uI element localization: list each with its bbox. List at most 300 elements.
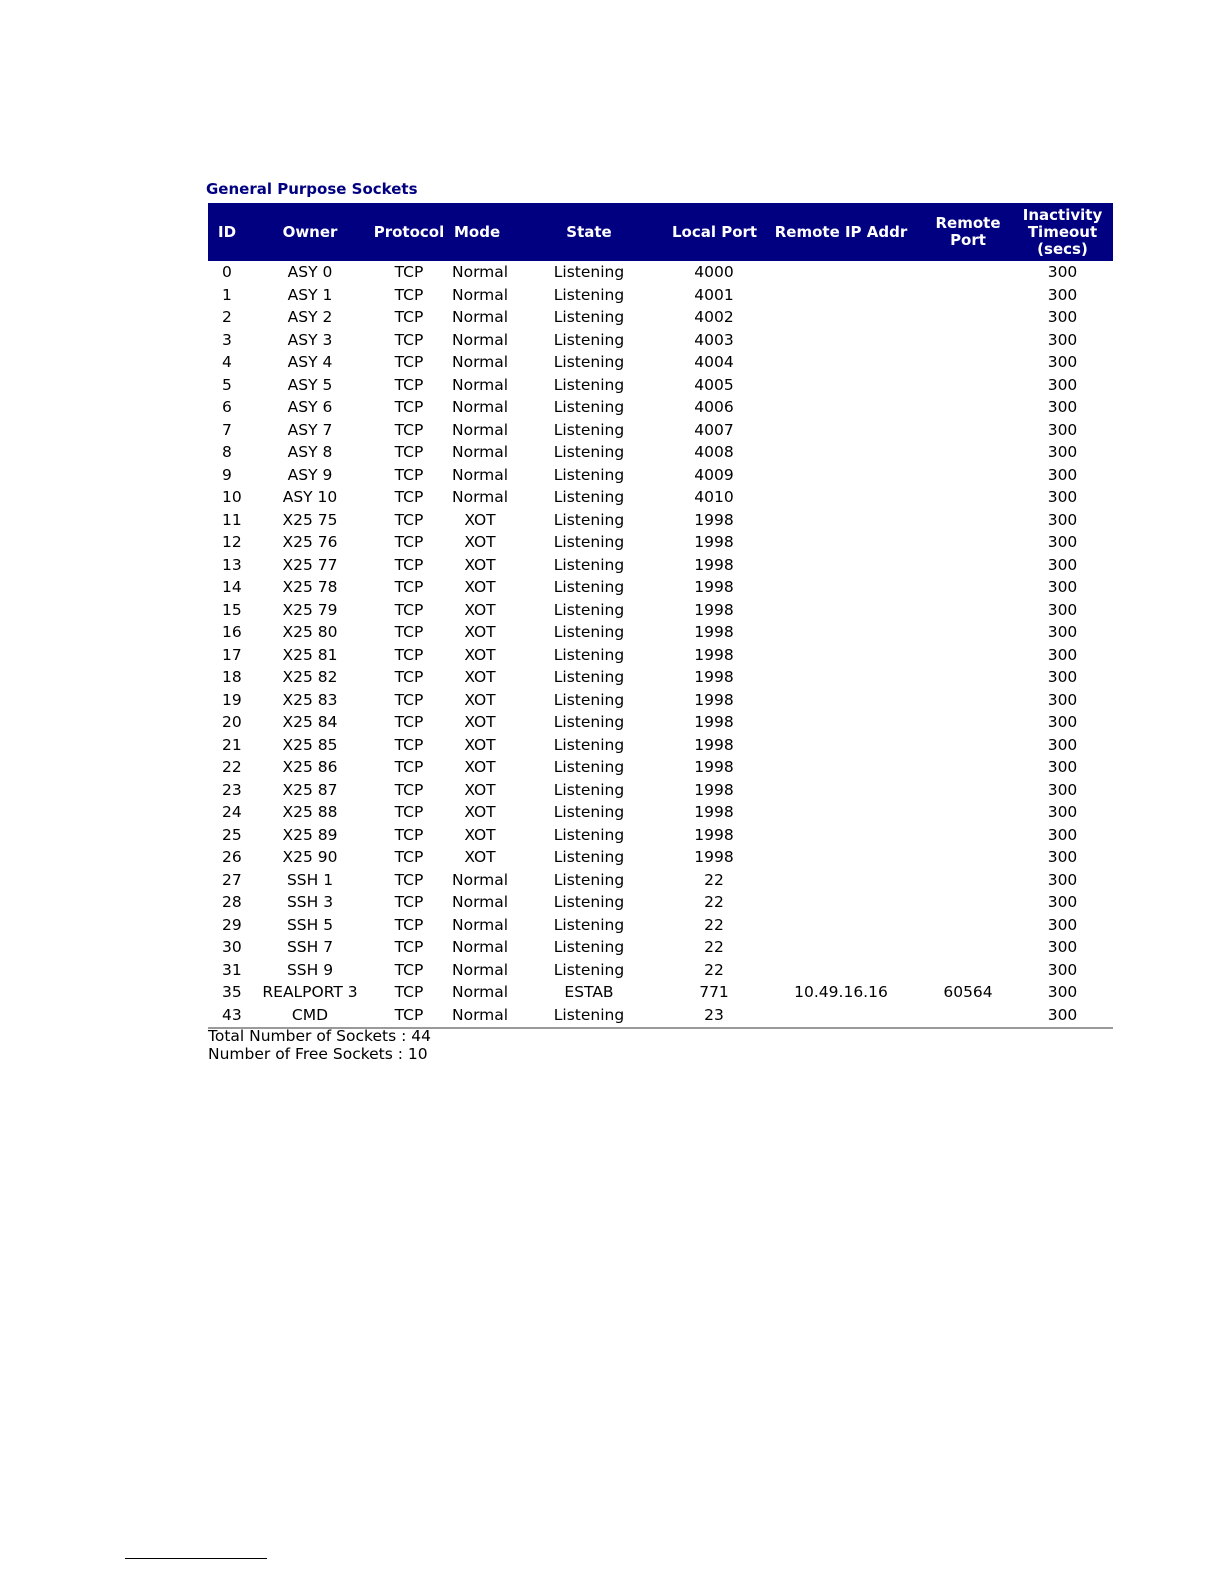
cell-state: Listening — [553, 555, 625, 574]
cell-mode: Normal — [452, 398, 509, 417]
cell-mode: Normal — [452, 465, 509, 484]
cell-timeout: 300 — [1047, 330, 1078, 349]
table-row — [208, 959, 1113, 982]
cell-mode: Normal — [452, 420, 509, 439]
cell-remote-port — [924, 891, 1012, 914]
cell-id: 10 — [222, 488, 242, 507]
cell-remote-port — [924, 374, 1012, 397]
header-timeout — [1012, 203, 1113, 261]
table-row — [208, 441, 1113, 464]
cell-timeout: 300 — [1047, 780, 1078, 799]
cell-protocol: TCP — [394, 938, 424, 957]
cell-remote-ip — [758, 486, 924, 509]
cell-protocol: TCP — [394, 848, 424, 867]
cell-id: 28 — [222, 893, 242, 912]
cell-id: 7 — [222, 420, 232, 439]
cell-local-port: 4005 — [694, 375, 734, 394]
cell-remote-port — [924, 486, 1012, 509]
cell-timeout: 300 — [1047, 285, 1078, 304]
cell-remote-port — [924, 329, 1012, 352]
cell-local-port: 4006 — [694, 398, 734, 417]
cell-id: 35 — [222, 983, 242, 1002]
table-row — [208, 261, 1113, 284]
cell-owner: ASY 3 — [287, 330, 333, 349]
cell-remote-ip — [758, 801, 924, 824]
table-row — [208, 329, 1113, 352]
cell-owner: ASY 4 — [287, 353, 333, 372]
cell-local-port: 4007 — [694, 420, 734, 439]
cell-mode: XOT — [464, 555, 496, 574]
cell-timeout: 300 — [1047, 420, 1078, 439]
cell-protocol: TCP — [394, 1005, 424, 1024]
cell-remote-ip — [758, 891, 924, 914]
cell-timeout: 300 — [1047, 623, 1078, 642]
table-row — [208, 1004, 1113, 1029]
cell-remote-ip — [758, 666, 924, 689]
cell-state: Listening — [553, 1005, 625, 1024]
cell-remote-port: 60564 — [943, 983, 993, 1002]
cell-protocol: TCP — [394, 713, 424, 732]
cell-remote-ip — [758, 869, 924, 892]
cell-local-port: 1998 — [694, 780, 734, 799]
cell-mode: XOT — [464, 645, 496, 664]
cell-protocol: TCP — [394, 578, 424, 597]
cell-owner: REALPORT 3 — [262, 983, 358, 1002]
cell-id: 20 — [222, 713, 242, 732]
cell-timeout: 300 — [1047, 960, 1078, 979]
cell-timeout: 300 — [1047, 803, 1078, 822]
cell-protocol: TCP — [394, 915, 424, 934]
table-row — [208, 689, 1113, 712]
cell-owner: X25 83 — [282, 690, 338, 709]
cell-local-port: 1998 — [694, 645, 734, 664]
cell-remote-port — [924, 914, 1012, 937]
table-row — [208, 779, 1113, 802]
cell-owner: SSH 1 — [286, 870, 334, 889]
cell-local-port: 22 — [704, 938, 724, 957]
cell-remote-ip — [758, 756, 924, 779]
cell-mode: XOT — [464, 735, 496, 754]
cell-timeout: 300 — [1047, 758, 1078, 777]
table-row — [208, 824, 1113, 847]
header-remote-port-line2: Port — [950, 231, 986, 249]
cell-owner: ASY 6 — [287, 398, 333, 417]
cell-state: Listening — [553, 353, 625, 372]
cell-remote-ip — [758, 374, 924, 397]
cell-remote-port — [924, 621, 1012, 644]
cell-mode: XOT — [464, 780, 496, 799]
summary — [208, 1027, 431, 1063]
cell-timeout: 300 — [1047, 533, 1078, 552]
cell-id: 0 — [222, 263, 232, 282]
cell-remote-ip — [758, 306, 924, 329]
cell-id: 22 — [222, 758, 242, 777]
cell-mode: Normal — [452, 330, 509, 349]
cell-protocol: TCP — [394, 443, 424, 462]
cell-id: 30 — [222, 938, 242, 957]
cell-protocol: TCP — [394, 330, 424, 349]
cell-local-port: 1998 — [694, 510, 734, 529]
cell-state: Listening — [553, 713, 625, 732]
cell-owner: ASY 0 — [287, 263, 333, 282]
header-state: State — [566, 222, 612, 241]
section-title: General Purpose Sockets — [206, 180, 418, 198]
cell-timeout: 300 — [1047, 645, 1078, 664]
cell-owner: X25 89 — [282, 825, 338, 844]
header-remote-ip: Remote IP Addr — [774, 222, 908, 241]
cell-remote-port — [924, 351, 1012, 374]
header-remote-port — [924, 203, 1012, 261]
cell-timeout: 300 — [1047, 1005, 1078, 1024]
cell-remote-ip — [758, 689, 924, 712]
cell-protocol: TCP — [394, 465, 424, 484]
cell-state: Listening — [553, 960, 625, 979]
cell-state: Listening — [553, 623, 625, 642]
cell-state: Listening — [553, 668, 625, 687]
cell-state: Listening — [553, 443, 625, 462]
cell-local-port: 4002 — [694, 308, 734, 327]
cell-owner: X25 87 — [282, 780, 338, 799]
cell-protocol: TCP — [394, 870, 424, 889]
cell-timeout: 300 — [1047, 353, 1078, 372]
cell-protocol: TCP — [394, 308, 424, 327]
table-row — [208, 306, 1113, 329]
cell-id: 6 — [222, 398, 232, 417]
cell-remote-port — [924, 936, 1012, 959]
cell-protocol: TCP — [394, 420, 424, 439]
cell-protocol: TCP — [394, 398, 424, 417]
cell-local-port: 4003 — [694, 330, 734, 349]
cell-protocol: TCP — [394, 758, 424, 777]
cell-remote-port — [924, 464, 1012, 487]
cell-timeout: 300 — [1047, 938, 1078, 957]
cell-owner: SSH 7 — [286, 938, 334, 957]
cell-protocol: TCP — [394, 510, 424, 529]
sockets-table — [208, 203, 1113, 1029]
table-row — [208, 599, 1113, 622]
cell-mode: Normal — [452, 443, 509, 462]
cell-remote-ip — [758, 351, 924, 374]
cell-remote-ip — [758, 576, 924, 599]
header-owner: Owner — [282, 222, 338, 241]
cell-id: 18 — [222, 668, 242, 687]
cell-remote-ip — [758, 554, 924, 577]
cell-id: 29 — [222, 915, 242, 934]
cell-state: Listening — [553, 375, 625, 394]
table-row — [208, 621, 1113, 644]
cell-owner: ASY 1 — [287, 285, 333, 304]
cell-state: Listening — [553, 870, 625, 889]
cell-timeout: 300 — [1047, 690, 1078, 709]
cell-id: 9 — [222, 465, 232, 484]
header-remote-port-line1: Remote — [935, 214, 1001, 232]
cell-mode: XOT — [464, 803, 496, 822]
cell-mode: Normal — [452, 353, 509, 372]
cell-remote-port — [924, 801, 1012, 824]
cell-state: Listening — [553, 533, 625, 552]
cell-remote-port — [924, 396, 1012, 419]
cell-mode: Normal — [452, 1005, 509, 1024]
table-row — [208, 644, 1113, 667]
cell-remote-ip — [758, 509, 924, 532]
header-mode: Mode — [454, 222, 501, 241]
table-body — [208, 261, 1113, 1028]
cell-state: Listening — [553, 285, 625, 304]
cell-state: ESTAB — [564, 983, 614, 1002]
cell-local-port: 4004 — [694, 353, 734, 372]
table-row — [208, 756, 1113, 779]
cell-remote-port — [924, 419, 1012, 442]
table-row — [208, 509, 1113, 532]
cell-protocol: TCP — [394, 600, 424, 619]
cell-protocol: TCP — [394, 623, 424, 642]
cell-local-port: 22 — [704, 893, 724, 912]
cell-remote-ip — [758, 284, 924, 307]
cell-protocol: TCP — [394, 983, 424, 1002]
cell-local-port: 22 — [704, 870, 724, 889]
cell-protocol: TCP — [394, 353, 424, 372]
cell-state: Listening — [553, 600, 625, 619]
cell-protocol: TCP — [394, 893, 424, 912]
cell-remote-port — [924, 756, 1012, 779]
cell-remote-port — [924, 666, 1012, 689]
cell-local-port: 23 — [704, 1005, 724, 1024]
cell-owner: X25 81 — [282, 645, 338, 664]
cell-protocol: TCP — [394, 690, 424, 709]
table-row — [208, 846, 1113, 869]
cell-owner: ASY 5 — [287, 375, 333, 394]
cell-remote-ip — [758, 644, 924, 667]
cell-local-port: 4009 — [694, 465, 734, 484]
cell-id: 17 — [222, 645, 242, 664]
cell-timeout: 300 — [1047, 735, 1078, 754]
cell-id: 11 — [222, 510, 242, 529]
cell-remote-ip — [758, 936, 924, 959]
table-row — [208, 531, 1113, 554]
cell-timeout: 300 — [1047, 848, 1078, 867]
free-sockets: Number of Free Sockets : 10 — [208, 1045, 428, 1063]
table-row — [208, 396, 1113, 419]
table-row — [208, 374, 1113, 397]
cell-state: Listening — [553, 735, 625, 754]
cell-mode: Normal — [452, 285, 509, 304]
table-row — [208, 419, 1113, 442]
cell-mode: XOT — [464, 758, 496, 777]
cell-id: 19 — [222, 690, 242, 709]
cell-mode: XOT — [464, 533, 496, 552]
cell-mode: Normal — [452, 983, 509, 1002]
cell-protocol: TCP — [394, 555, 424, 574]
cell-mode: Normal — [452, 375, 509, 394]
cell-timeout: 300 — [1047, 510, 1078, 529]
cell-remote-port — [924, 869, 1012, 892]
cell-protocol: TCP — [394, 285, 424, 304]
cell-state: Listening — [553, 803, 625, 822]
cell-timeout: 300 — [1047, 825, 1078, 844]
cell-state: Listening — [553, 398, 625, 417]
cell-local-port: 1998 — [694, 578, 734, 597]
cell-state: Listening — [553, 488, 625, 507]
cell-owner: CMD — [291, 1005, 329, 1024]
table-header-row — [208, 203, 1113, 261]
cell-timeout: 300 — [1047, 375, 1078, 394]
table-row — [208, 869, 1113, 892]
cell-remote-ip: 10.49.16.16 — [794, 983, 888, 1002]
cell-remote-ip — [758, 734, 924, 757]
cell-local-port: 1998 — [694, 555, 734, 574]
cell-protocol: TCP — [394, 533, 424, 552]
cell-mode: Normal — [452, 893, 509, 912]
cell-id: 43 — [222, 1005, 242, 1024]
cell-mode: XOT — [464, 510, 496, 529]
cell-owner: X25 80 — [282, 623, 338, 642]
cell-timeout: 300 — [1047, 870, 1078, 889]
cell-remote-port — [924, 554, 1012, 577]
table-row — [208, 351, 1113, 374]
cell-id: 24 — [222, 803, 242, 822]
cell-mode: Normal — [452, 308, 509, 327]
cell-timeout: 300 — [1047, 488, 1078, 507]
header-timeout-line2: Timeout — [1027, 222, 1098, 241]
table-row — [208, 666, 1113, 689]
cell-protocol: TCP — [394, 960, 424, 979]
cell-protocol: TCP — [394, 735, 424, 754]
table-row — [208, 914, 1113, 937]
cell-remote-ip — [758, 711, 924, 734]
cell-protocol: TCP — [394, 488, 424, 507]
cell-remote-port — [924, 599, 1012, 622]
cell-protocol: TCP — [394, 825, 424, 844]
cell-protocol: TCP — [394, 375, 424, 394]
cell-id: 14 — [222, 578, 242, 597]
cell-local-port: 1998 — [694, 690, 734, 709]
cell-remote-ip — [758, 824, 924, 847]
cell-mode: Normal — [452, 915, 509, 934]
cell-owner: X25 78 — [282, 578, 338, 597]
cell-timeout: 300 — [1047, 263, 1078, 282]
cell-owner: X25 88 — [282, 803, 338, 822]
cell-remote-port — [924, 824, 1012, 847]
table-row — [208, 554, 1113, 577]
cell-mode: Normal — [452, 263, 509, 282]
cell-remote-port — [924, 959, 1012, 982]
cell-owner: SSH 5 — [286, 915, 334, 934]
cell-mode: Normal — [452, 960, 509, 979]
cell-remote-ip — [758, 396, 924, 419]
cell-state: Listening — [553, 510, 625, 529]
cell-remote-port — [924, 261, 1012, 284]
cell-state: Listening — [553, 690, 625, 709]
header-protocol: Protocol — [373, 222, 445, 241]
cell-owner: SSH 3 — [286, 893, 334, 912]
cell-owner: X25 84 — [282, 713, 338, 732]
cell-local-port: 4010 — [694, 488, 734, 507]
cell-remote-port — [924, 779, 1012, 802]
cell-remote-port — [924, 711, 1012, 734]
cell-state: Listening — [553, 263, 625, 282]
cell-protocol: TCP — [394, 263, 424, 282]
cell-local-port: 771 — [699, 983, 729, 1002]
cell-timeout: 300 — [1047, 915, 1078, 934]
cell-remote-port — [924, 306, 1012, 329]
cell-protocol: TCP — [394, 780, 424, 799]
cell-timeout: 300 — [1047, 578, 1078, 597]
cell-state: Listening — [553, 825, 625, 844]
cell-timeout: 300 — [1047, 983, 1078, 1002]
cell-owner: X25 85 — [282, 735, 338, 754]
table-row — [208, 891, 1113, 914]
cell-local-port: 4001 — [694, 285, 734, 304]
cell-id: 3 — [222, 330, 232, 349]
cell-id: 23 — [222, 780, 242, 799]
cell-state: Listening — [553, 915, 625, 934]
cell-state: Listening — [553, 645, 625, 664]
cell-owner: X25 76 — [282, 533, 338, 552]
cell-local-port: 1998 — [694, 623, 734, 642]
cell-id: 1 — [222, 285, 232, 304]
cell-timeout: 300 — [1047, 555, 1078, 574]
cell-remote-ip — [758, 441, 924, 464]
cell-local-port: 4008 — [694, 443, 734, 462]
cell-remote-ip — [758, 419, 924, 442]
cell-mode: XOT — [464, 668, 496, 687]
cell-id: 12 — [222, 533, 242, 552]
cell-id: 27 — [222, 870, 242, 889]
cell-remote-port — [924, 509, 1012, 532]
cell-id: 2 — [222, 308, 232, 327]
cell-id: 16 — [222, 623, 242, 642]
cell-mode: XOT — [464, 825, 496, 844]
cell-local-port: 4000 — [694, 263, 734, 282]
cell-owner: ASY 7 — [287, 420, 333, 439]
header-local-port: Local Port — [672, 222, 758, 241]
cell-state: Listening — [553, 308, 625, 327]
table-row — [208, 936, 1113, 959]
cell-state: Listening — [553, 578, 625, 597]
cell-timeout: 300 — [1047, 443, 1078, 462]
cell-remote-port — [924, 644, 1012, 667]
cell-owner: X25 79 — [282, 600, 338, 619]
cell-timeout: 300 — [1047, 308, 1078, 327]
cell-remote-port — [924, 441, 1012, 464]
cell-id: 13 — [222, 555, 242, 574]
cell-state: Listening — [553, 758, 625, 777]
cell-remote-ip — [758, 959, 924, 982]
cell-owner: X25 86 — [282, 758, 338, 777]
cell-owner: X25 90 — [282, 848, 338, 867]
cell-local-port: 22 — [704, 960, 724, 979]
cell-remote-port — [924, 689, 1012, 712]
cell-id: 8 — [222, 443, 232, 462]
table-row — [208, 464, 1113, 487]
cell-local-port: 1998 — [694, 668, 734, 687]
cell-local-port: 1998 — [694, 600, 734, 619]
cell-state: Listening — [553, 780, 625, 799]
cell-id: 21 — [222, 735, 242, 754]
cell-mode: XOT — [464, 600, 496, 619]
cell-timeout: 300 — [1047, 668, 1078, 687]
cell-timeout: 300 — [1047, 398, 1078, 417]
cell-mode: XOT — [464, 690, 496, 709]
cell-remote-port — [924, 531, 1012, 554]
header-id: ID — [218, 222, 237, 241]
cell-timeout: 300 — [1047, 893, 1078, 912]
cell-remote-ip — [758, 621, 924, 644]
cell-local-port: 1998 — [694, 735, 734, 754]
cell-state: Listening — [553, 938, 625, 957]
cell-state: Listening — [553, 848, 625, 867]
cell-owner: ASY 9 — [287, 465, 333, 484]
